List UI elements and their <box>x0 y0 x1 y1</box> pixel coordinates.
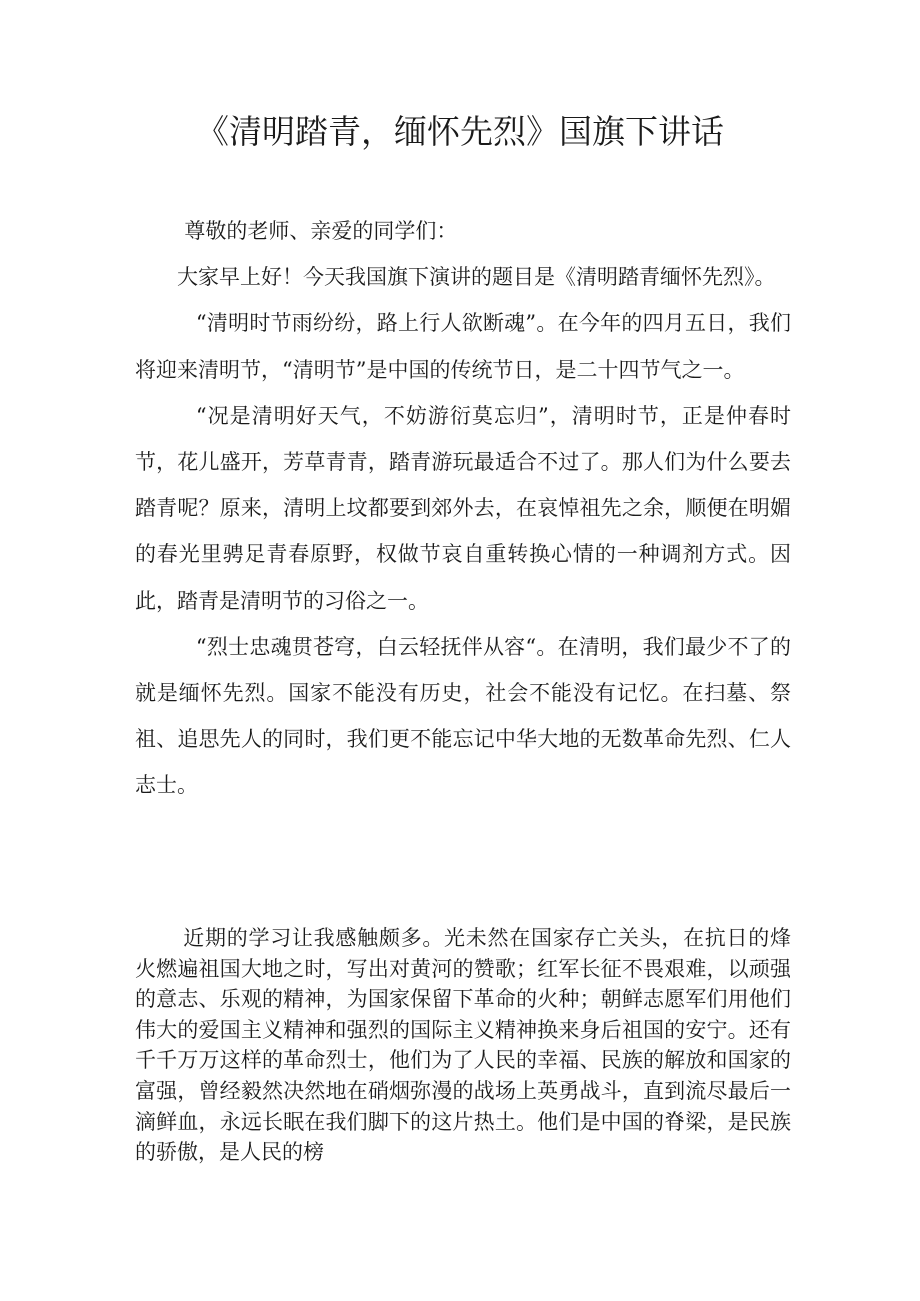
paragraph-qingming-poem: “清明时节雨纷纷，路上行人欲断魂”。在今年的四月五日，我们将迎来清明节，“清明节”是中国的传统节日，是二十四节气之一。 <box>135 311 791 382</box>
paragraph-opening: 大家早上好！今天我国旗下演讲的题目是《清明踏青缅怀先烈》。 <box>177 265 776 290</box>
paragraph-spring-outing: “况是清明好天气，不妨游衍莫忘归”，清明时节，正是仲春时节，花儿盛开，芳草青青，踏青游玩最适合不过了。那人们为什么要去踏青呢？原来，清明上坟都要到郊外去，在哀悼祖先之余，顺便在明媚的春光里骋足青春原野，权做节哀自重转换心情的一种调剂方式。因此，踏青是清明节的习俗之一。 <box>135 403 791 613</box>
speech-body-upper <box>135 208 791 809</box>
speech-body-lower <box>135 923 791 1168</box>
document-title: 《清明踏青，缅怀先烈》国旗下讲话 <box>196 112 724 151</box>
greeting-paragraph: 尊敬的老师、亲爱的同学们： <box>184 219 458 243</box>
paragraph-martyrs: “烈士忠魂贯苍穹，白云轻抚伴从容“。在清明，我们最少不了的就是缅怀先烈。国家不能没有历史，社会不能没有记忆。在扫墓、祭祖、追思先人的同时，我们更不能忘记中华大地的无数革命先烈、仁人志士。 <box>135 634 791 798</box>
paragraph-reflection: 近期的学习让我感触颇多。光未然在国家存亡关头，在抗日的烽火燃遍祖国大地之时，写出对黄河的赞歌；红军长征不畏艰难，以顽强的意志、乐观的精神，为国家保留下革命的火种；朝鲜志愿军们用他们伟大的爱国主义精神和强烈的国际主义精神换来身后祖国的安宁。还有千千万万这样的革命烈士，他们为了人民的幸福、民族的解放和国家的富强，曾经毅然决然地在硝烟弥漫的战场上英勇战斗，直到流尽最后一滴鲜血，永远长眠在我们脚下的这片热土。他们是中国的脊梁，是民族的骄傲，是人民的榜 <box>135 926 791 1165</box>
